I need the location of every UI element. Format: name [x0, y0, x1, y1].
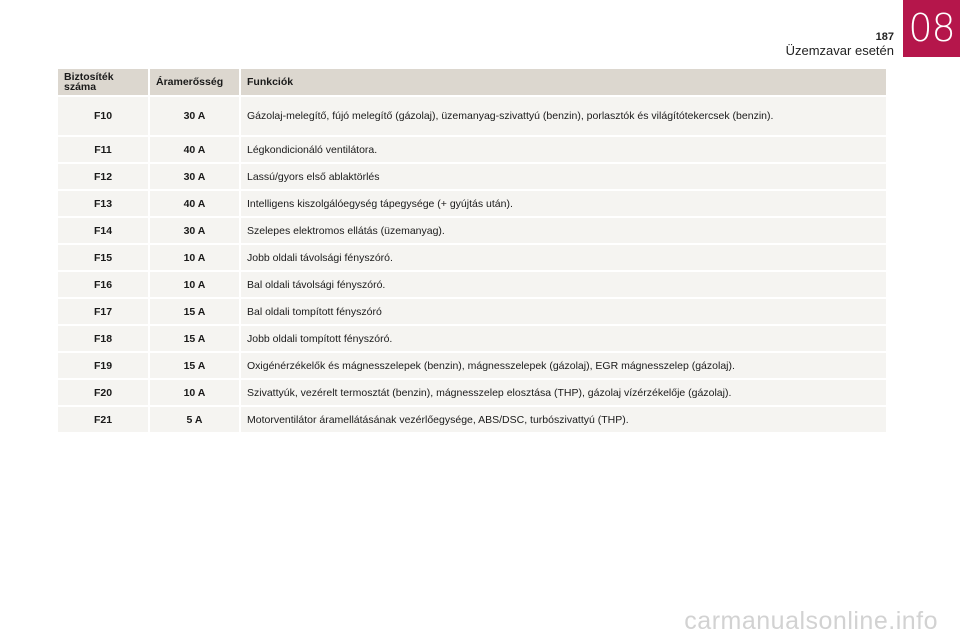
watermark: carmanualsonline.info	[684, 607, 938, 635]
table-row	[58, 298, 886, 325]
fuse-amperage: 40 A	[149, 136, 240, 163]
table-row	[58, 163, 886, 190]
header-amperage: Áramerősség	[149, 69, 240, 96]
fuse-number: F21	[58, 406, 149, 432]
table-row	[58, 406, 886, 432]
table-header-row	[58, 69, 886, 96]
header-functions: Funkciók	[240, 69, 886, 96]
fuse-amperage: 40 A	[149, 190, 240, 217]
fuse-number: F14	[58, 217, 149, 244]
table-row	[58, 96, 886, 136]
fuse-function: Szivattyúk, vezérelt termosztát (benzin), mágnesszelep elosztása (THP), gázolaj vízérzékelője (gázolaj).	[240, 379, 886, 406]
table-row	[58, 271, 886, 298]
fuse-number: F12	[58, 163, 149, 190]
page-number: 187	[875, 31, 894, 43]
fuse-function: Motorventilátor áramellátásának vezérlőegysége, ABS/DSC, turbószivattyú (THP).	[240, 406, 886, 432]
header-fuse-number: Biztosíték száma	[58, 69, 149, 96]
fuse-function: Intelligens kiszolgálóegység tápegysége (+ gyújtás után).	[240, 190, 886, 217]
fuse-function: Oxigénérzékelők és mágnesszelepek (benzin), mágnesszelepek (gázolaj), EGR mágnesszelep (gázolaj).	[240, 352, 886, 379]
fuse-function: Jobb oldali távolsági fényszóró.	[240, 244, 886, 271]
fuse-function: Bal oldali tompított fényszóró	[240, 298, 886, 325]
fuse-table	[58, 69, 886, 432]
table-row	[58, 244, 886, 271]
fuse-amperage: 10 A	[149, 271, 240, 298]
table-row	[58, 325, 886, 352]
fuse-number: F17	[58, 298, 149, 325]
fuse-function: Bal oldali távolsági fényszóró.	[240, 271, 886, 298]
fuse-number: F15	[58, 244, 149, 271]
fuse-number: F18	[58, 325, 149, 352]
fuse-amperage: 5 A	[149, 406, 240, 432]
section-title: Üzemzavar esetén	[785, 43, 894, 58]
fuse-function: Lassú/gyors első ablaktörlés	[240, 163, 886, 190]
fuse-amperage: 10 A	[149, 379, 240, 406]
table-row	[58, 136, 886, 163]
fuse-function: Gázolaj-melegítő, fújó melegítő (gázolaj), üzemanyag-szivattyú (benzin), porlasztók és világítótekercsek (benzin).	[240, 96, 886, 136]
fuse-amperage: 30 A	[149, 96, 240, 136]
fuse-number: F11	[58, 136, 149, 163]
fuse-amperage: 15 A	[149, 298, 240, 325]
fuse-function: Légkondicionáló ventilátora.	[240, 136, 886, 163]
fuse-amperage: 30 A	[149, 217, 240, 244]
fuse-number: F13	[58, 190, 149, 217]
table-row	[58, 217, 886, 244]
fuse-function: Jobb oldali tompított fényszóró.	[240, 325, 886, 352]
chapter-number-tab: 08	[903, 0, 960, 57]
fuse-amperage: 10 A	[149, 244, 240, 271]
table-row	[58, 352, 886, 379]
fuse-amperage: 30 A	[149, 163, 240, 190]
fuse-function: Szelepes elektromos ellátás (üzemanyag).	[240, 217, 886, 244]
table-row	[58, 379, 886, 406]
fuse-number: F10	[58, 96, 149, 136]
fuse-amperage: 15 A	[149, 325, 240, 352]
fuse-number: F19	[58, 352, 149, 379]
fuse-number: F20	[58, 379, 149, 406]
fuse-number: F16	[58, 271, 149, 298]
fuse-amperage: 15 A	[149, 352, 240, 379]
table-row	[58, 190, 886, 217]
